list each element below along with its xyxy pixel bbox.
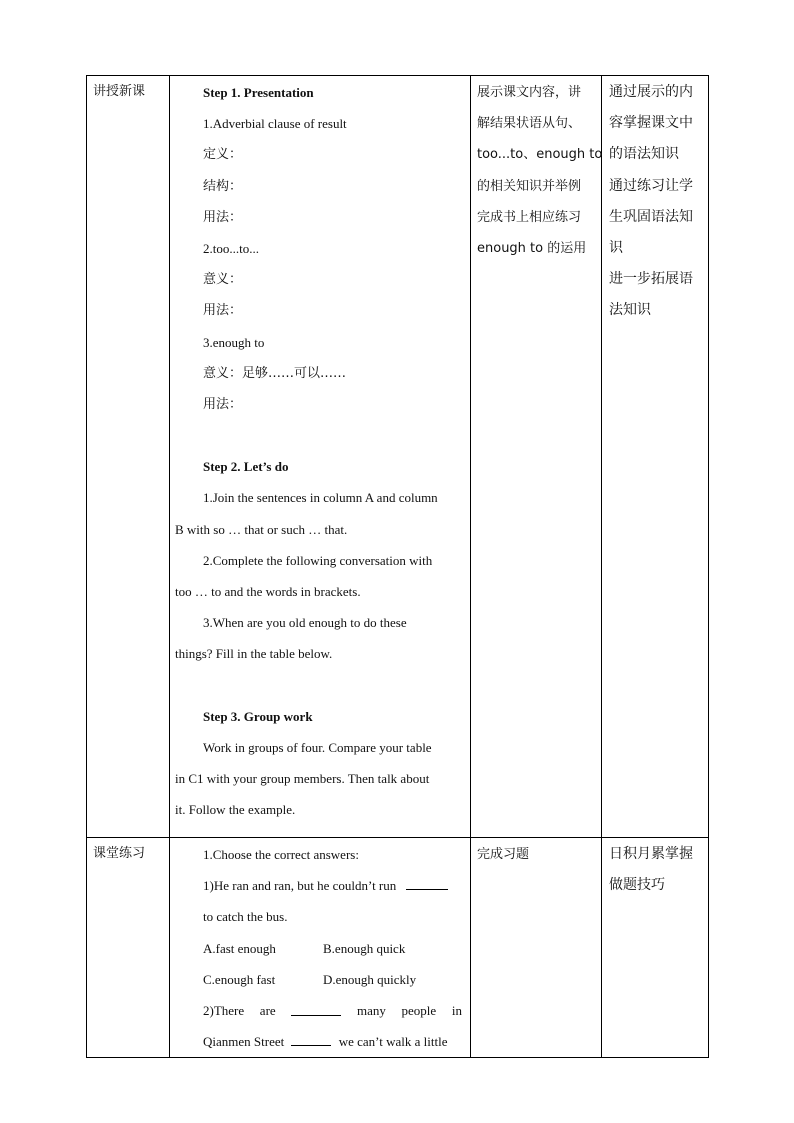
- usage-label: 用法：: [203, 396, 243, 412]
- question-line: [170, 995, 470, 1026]
- intent-text: 做题技巧: [609, 877, 665, 894]
- intent-text: 进一步拓展语: [609, 271, 693, 288]
- activity-text: too...to、enough to: [477, 147, 603, 163]
- intent-text: 识: [609, 239, 623, 256]
- exercise-line: 2.Complete the following conversation with: [203, 552, 433, 568]
- question-word: many: [356, 1002, 386, 1018]
- question-text: Qianmen Street: [203, 1034, 285, 1050]
- usage-label: 用法：: [203, 303, 243, 319]
- question-text: 1)He ran and ran, but he couldn’t run: [203, 878, 397, 894]
- class-practice-row: [87, 838, 709, 1058]
- intent-text: 容掌握课文中: [609, 115, 693, 132]
- intent-text: 日积月累掌握: [609, 846, 693, 862]
- question-text: we can’t walk a little: [338, 1034, 448, 1050]
- question-line: [170, 1026, 470, 1057]
- option-a: A.fast enough: [203, 940, 276, 956]
- exercise-line: too … to and the words in brackets.: [175, 584, 361, 599]
- activity-text: enough to 的运用: [477, 240, 587, 256]
- too-to-heading: 2.too...to...: [203, 240, 259, 256]
- activity-text: 解结果状语从句、: [477, 116, 582, 132]
- intent-text: 的语法知识: [609, 146, 679, 163]
- design-intent-cell: [602, 838, 709, 1058]
- activity-text: 展示课文内容，讲: [477, 85, 582, 100]
- question-line: [170, 870, 470, 901]
- step2-title: Step 2. Let’s do: [203, 459, 289, 475]
- definition-label: 定义：: [203, 147, 243, 163]
- lesson-plan-table: [86, 75, 709, 1058]
- exercise-line: 1.Join the sentences in column A and column: [203, 490, 438, 506]
- teaching-new-lesson-row: [87, 76, 709, 838]
- enough-to-heading: 3.enough to: [203, 334, 265, 350]
- meaning-label: 意义：: [203, 272, 243, 288]
- activity-text: 完成习题: [477, 847, 530, 862]
- section-label: 课堂练习: [93, 846, 146, 861]
- question-word: 2)There: [203, 1002, 245, 1018]
- option-b: B.enough quick: [323, 940, 406, 956]
- design-intent-cell: [602, 76, 709, 838]
- step1-title: Step 1. Presentation: [203, 85, 314, 100]
- step3-title: Step 3. Group work: [203, 708, 313, 724]
- activity-text: 完成书上相应练习: [477, 209, 582, 225]
- option-d: D.enough quickly: [323, 971, 417, 987]
- adverbial-clause-heading: 1.Adverbial clause of result: [203, 116, 347, 132]
- exercise-line: things? Fill in the table below.: [175, 646, 333, 662]
- question-word: people: [401, 1002, 437, 1018]
- usage-label: 用法：: [203, 209, 243, 225]
- student-activity-cell: [471, 838, 602, 1058]
- question-word: in: [451, 1002, 462, 1018]
- procedure-cell: [170, 76, 471, 838]
- intent-text: 通过练习让学: [609, 177, 693, 194]
- options-line: [170, 933, 470, 964]
- answer-blank: [406, 888, 448, 890]
- exercise-line: B with so … that or such … that.: [175, 521, 348, 537]
- section-label-cell: [87, 838, 170, 1058]
- section-label-cell: [87, 76, 170, 838]
- activity-text: 的相关知识并举例: [477, 178, 582, 194]
- procedure-cell: [170, 838, 471, 1058]
- answer-blank: [291, 1044, 331, 1046]
- option-c: C.enough fast: [203, 971, 276, 987]
- question-line: to catch the bus.: [203, 909, 288, 925]
- answer-blank: [291, 1014, 341, 1016]
- question-word: are: [259, 1002, 276, 1018]
- student-activity-cell: [471, 76, 602, 838]
- intent-text: 生巩固语法知: [609, 208, 693, 225]
- options-line: [170, 964, 470, 995]
- exercise-line: 3.When are you old enough to do these: [203, 615, 407, 631]
- intent-text: 通过展示的内: [609, 84, 693, 100]
- group-work-line: Work in groups of four. Compare your table: [203, 739, 432, 755]
- meaning-label: 意义：足够……可以……: [203, 365, 347, 381]
- group-work-line: it. Follow the example.: [175, 802, 296, 818]
- structure-label: 结构：: [203, 178, 243, 194]
- exercise-title: 1.Choose the correct answers:: [203, 847, 359, 862]
- section-label: 讲授新课: [93, 84, 146, 99]
- intent-text: 法知识: [609, 302, 651, 319]
- group-work-line: in C1 with your group members. Then talk about: [175, 771, 430, 787]
